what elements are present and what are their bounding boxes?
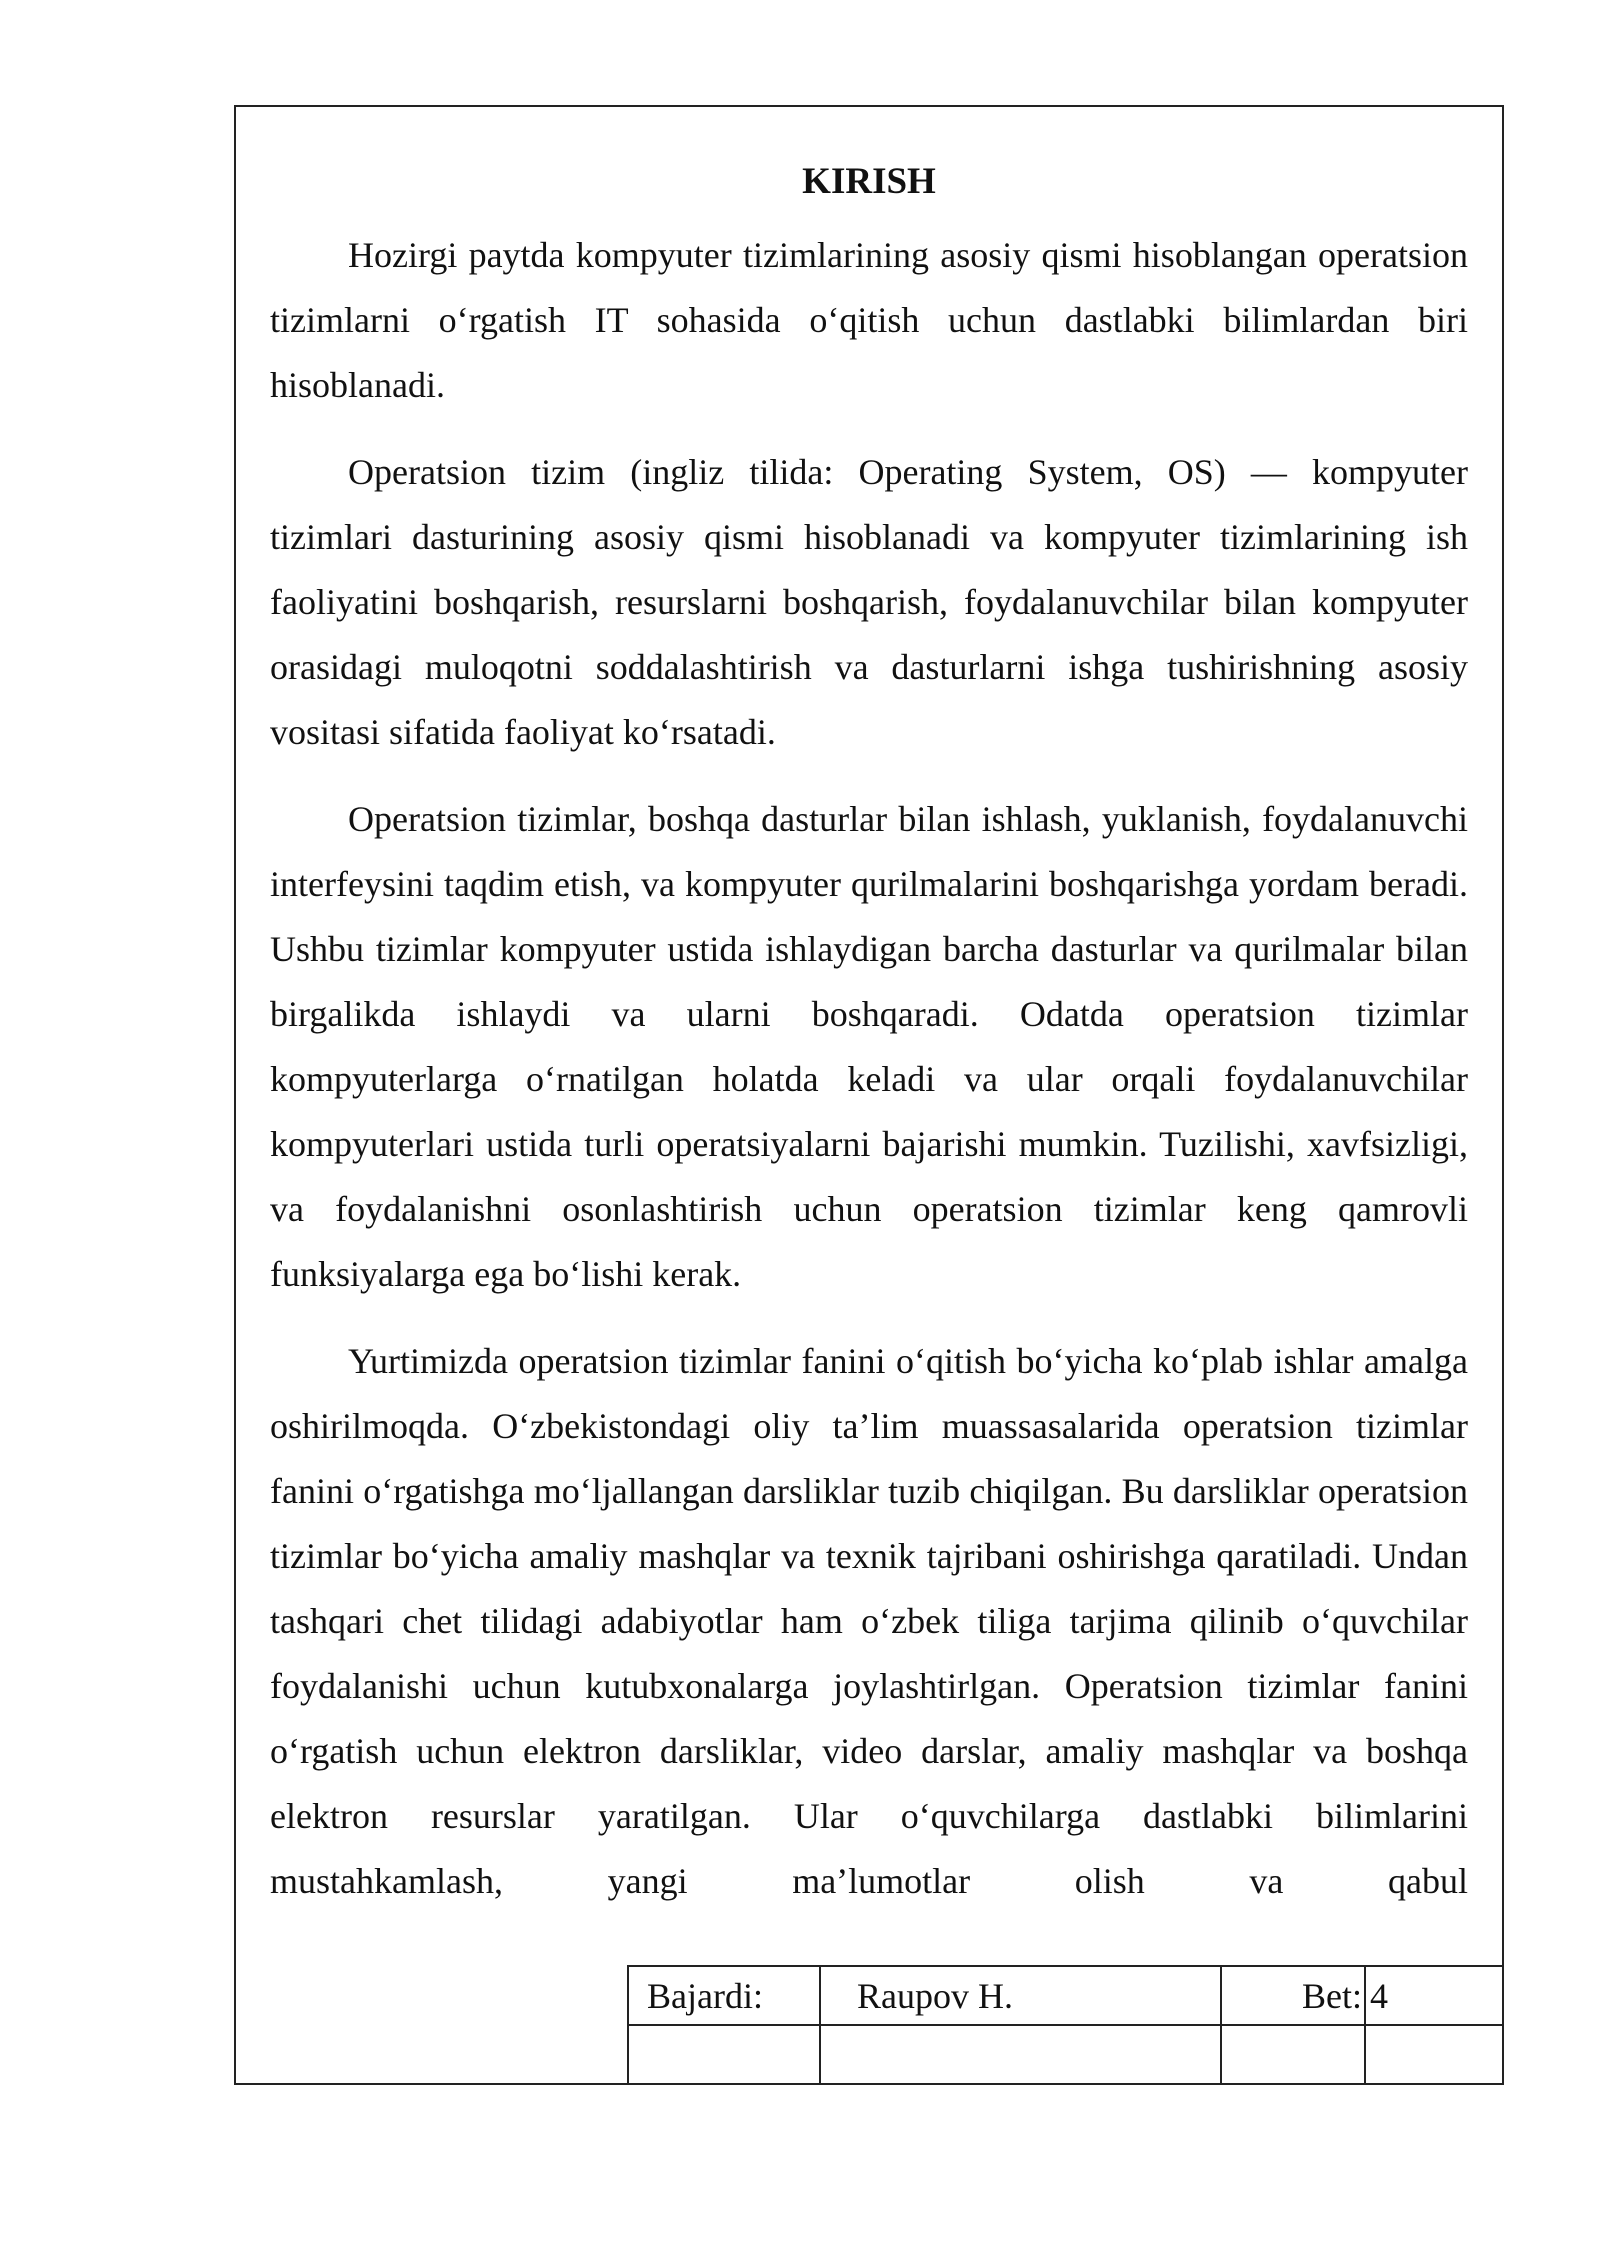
- paragraph-1: Hozirgi paytda kompyuter tizimlarining asosiy qismi hisoblangan operatsion tizimlarni o‘rgatish IT sohasida o‘qitish uchun dastlabki bilimlardan biri hisoblanadi.: [270, 235, 1468, 405]
- document-title: KIRISH: [802, 161, 936, 202]
- paragraph-3: Operatsion tizimlar, boshqa dasturlar bilan ishlash, yuklanish, foydalanuvchi interfeysini taqdim etish, va kompyuter qurilmalarini boshqarishga yordam beradi. Ushbu tizimlar kompyuter ustida ishlaydigan barcha dasturlar va qurilmalar bilan birgalikda ishlaydi va ularni boshqaradi. Odatda operatsion tizimlar kompyuterlarga o‘rnatilgan holatda keladi va ular orqali foydalanuvchilar kompyuterlari ustida turli operatsiyalarni bajarishi mumkin. Tuzilishi, xavfsizligi, va foydalanishni osonlashtirish uchun operatsion tizimlar keng qamrovli funksiyalarga ega bo‘lishi kerak.: [270, 799, 1468, 1294]
- stamp-row: [628, 1966, 1502, 2025]
- stamp-row-empty: [628, 2025, 1502, 2083]
- performer-name: Raupov H.: [820, 1966, 1221, 2025]
- stamp-cell-empty: [628, 2025, 820, 2083]
- document-body: [270, 155, 1468, 1914]
- paragraph-2: Operatsion tizim (ingliz tilida: Operating System, OS) — kompyuter tizimlari dasturining asosiy qismi hisoblanadi va kompyuter tizimlarining ish faoliyatini boshqarish, resurslarni boshqarish, foydalanuvchilar bilan kompyuter orasidagi muloqotni soddalashtirish va dasturlarni ishga tushirishning asosiy vositasi sifatida faoliyat ko‘rsatadi.: [270, 452, 1468, 752]
- paragraph-4: Yurtimizda operatsion tizimlar fanini o‘qitish bo‘yicha ko‘plab ishlar amalga oshirilmoqda. O‘zbekistondagi oliy ta’lim muassasalarida operatsion tizimlar fanini o‘rgatishga mo‘ljallangan darsliklar tuzib chiqilgan. Bu darsliklar operatsion tizimlar bo‘yicha amaliy mashqlar va texnik tajribani oshirishga qaratiladi. Undan tashqari chet tilidagi adabiyotlar ham o‘zbek tiliga tarjima qilinib o‘quvchilar foydalanishi uchun kutubxonalarga joylashtirlgan. Operatsion tizimlar fanini o‘rgatish uchun elektron darsliklar, video darslar, amaliy mashqlar va boshqa elektron resurslar yaratilgan. Ular o‘quvchilarga dastlabki bilimlarini mustahkamlash, yangi ma’lumotlar olish va qabul: [270, 1341, 1468, 1901]
- stamp-cell-empty: [1365, 2025, 1502, 2083]
- page-number: 4: [1365, 1966, 1502, 2025]
- stamp-cell-empty: [1221, 2025, 1365, 2083]
- performer-label: Bajardi:: [628, 1966, 820, 2025]
- page-label: Bet:: [1221, 1966, 1365, 2025]
- page-frame: [234, 105, 1504, 2085]
- title-block-stamp: [627, 1965, 1502, 2083]
- stamp-cell-empty: [820, 2025, 1221, 2083]
